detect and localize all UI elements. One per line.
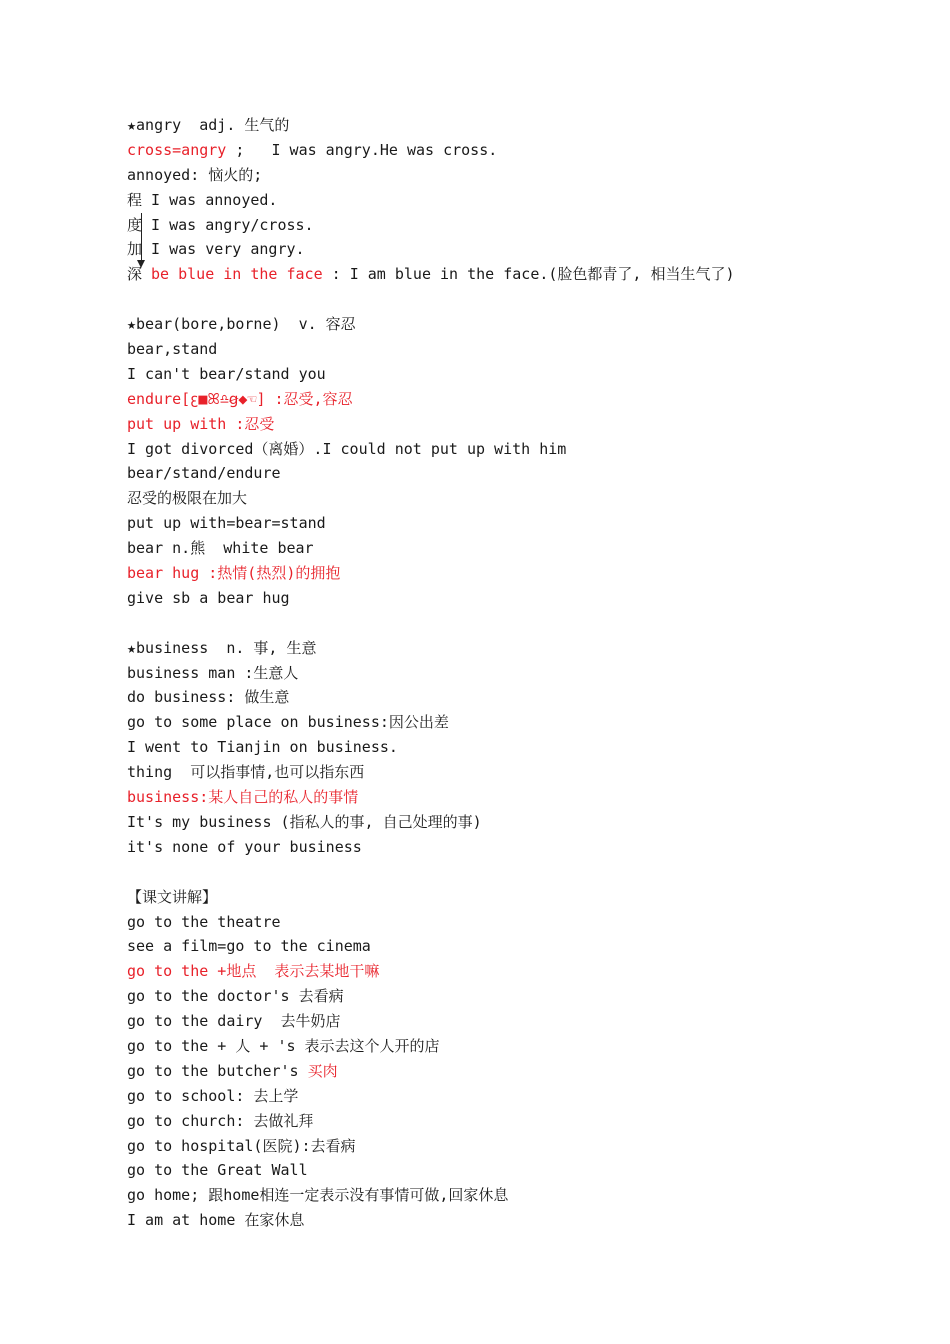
text-line: I am at home 在家休息 [127,1211,305,1230]
text-line: bear n.熊 white bear [127,539,314,558]
text-line: It's my business (指私人的事, 自己处理的事) [127,812,482,831]
text-span: : I am blue in the face.(脸色都青了, 相当生气了) [322,265,735,284]
text-line: go to the theatre [127,912,281,931]
text-line: go to the + 人 + 's 表示去这个人开的店 [127,1036,440,1055]
text-line: do business: 做生意 [127,688,290,707]
text-line: it's none of your business [127,837,362,856]
text-span: 深 [127,265,152,284]
text-line: go to the Great Wall [127,1161,308,1180]
highlight-text: cross=angry [127,140,227,159]
text-line: business man :生意人 [127,663,299,682]
highlight-line: put up with :忍受 [127,414,275,433]
text-line: go to the doctor's 去看病 [127,987,344,1006]
text-line: I got divorced（离婚）.I could not put up with him [127,439,567,458]
text-line: 程 I was annoyed. [127,190,278,209]
highlight-line: business:某人自己的私人的事情 [127,788,359,807]
text-line: put up with=bear=stand [127,514,326,533]
highlight-line: go to the +地点 表示去某地干嘛 [127,962,380,981]
text-line [127,262,927,287]
highlight-line: bear hug :热情(热烈)的拥抱 [127,564,341,583]
text-line: go to hospital(医院):去看病 [127,1136,356,1155]
text-line: I can't bear/stand you [127,364,326,383]
heading-business: ★business n. 事, 生意 [127,638,317,657]
text-line: see a film=go to the cinema [127,937,371,956]
highlight-text: be blue in the face [151,265,323,284]
spacer [127,287,927,312]
degree-arrow-icon [141,213,142,265]
text-line: go to church: 去做礼拜 [127,1111,314,1130]
heading-bear: ★bear(bore,borne) v. 容忍 [127,315,356,334]
heading-lesson: 【课文讲解】 [127,887,218,906]
highlight-text: 买肉 [307,1061,338,1080]
text-line: 加 I was very angry. [127,240,305,259]
text-line: go to some place on business:因公出差 [127,713,449,732]
spacer [127,611,927,636]
text-line: bear/stand/endure [127,464,281,483]
text-line: thing 可以指事情,也可以指东西 [127,763,365,782]
text-span: ; I was angry.He was cross. [226,140,498,159]
text-line: bear,stand [127,340,218,359]
document-page [127,113,927,1233]
highlight-line: endure[ꜫ■ꕤ♎ꞡ◆☜] :忍受,容忍 [127,389,353,408]
text-span: go to the butcher's [127,1061,308,1080]
text-line: go to school: 去上学 [127,1086,299,1105]
text-line: 度 I was angry/cross. [127,215,314,234]
text-line: annoyed: 恼火的; [127,165,263,184]
text-line: 忍受的极限在加大 [127,489,248,508]
text-line: give sb a bear hug [127,588,290,607]
text-line: I went to Tianjin on business. [127,738,398,757]
spacer [127,860,927,885]
heading-angry: ★angry adj. 生气的 [127,116,290,134]
text-line [127,138,927,163]
text-line: go to the dairy 去牛奶店 [127,1012,341,1031]
text-line: go home; 跟home相连一定表示没有事情可做,回家休息 [127,1186,509,1205]
text-line [127,1059,927,1084]
